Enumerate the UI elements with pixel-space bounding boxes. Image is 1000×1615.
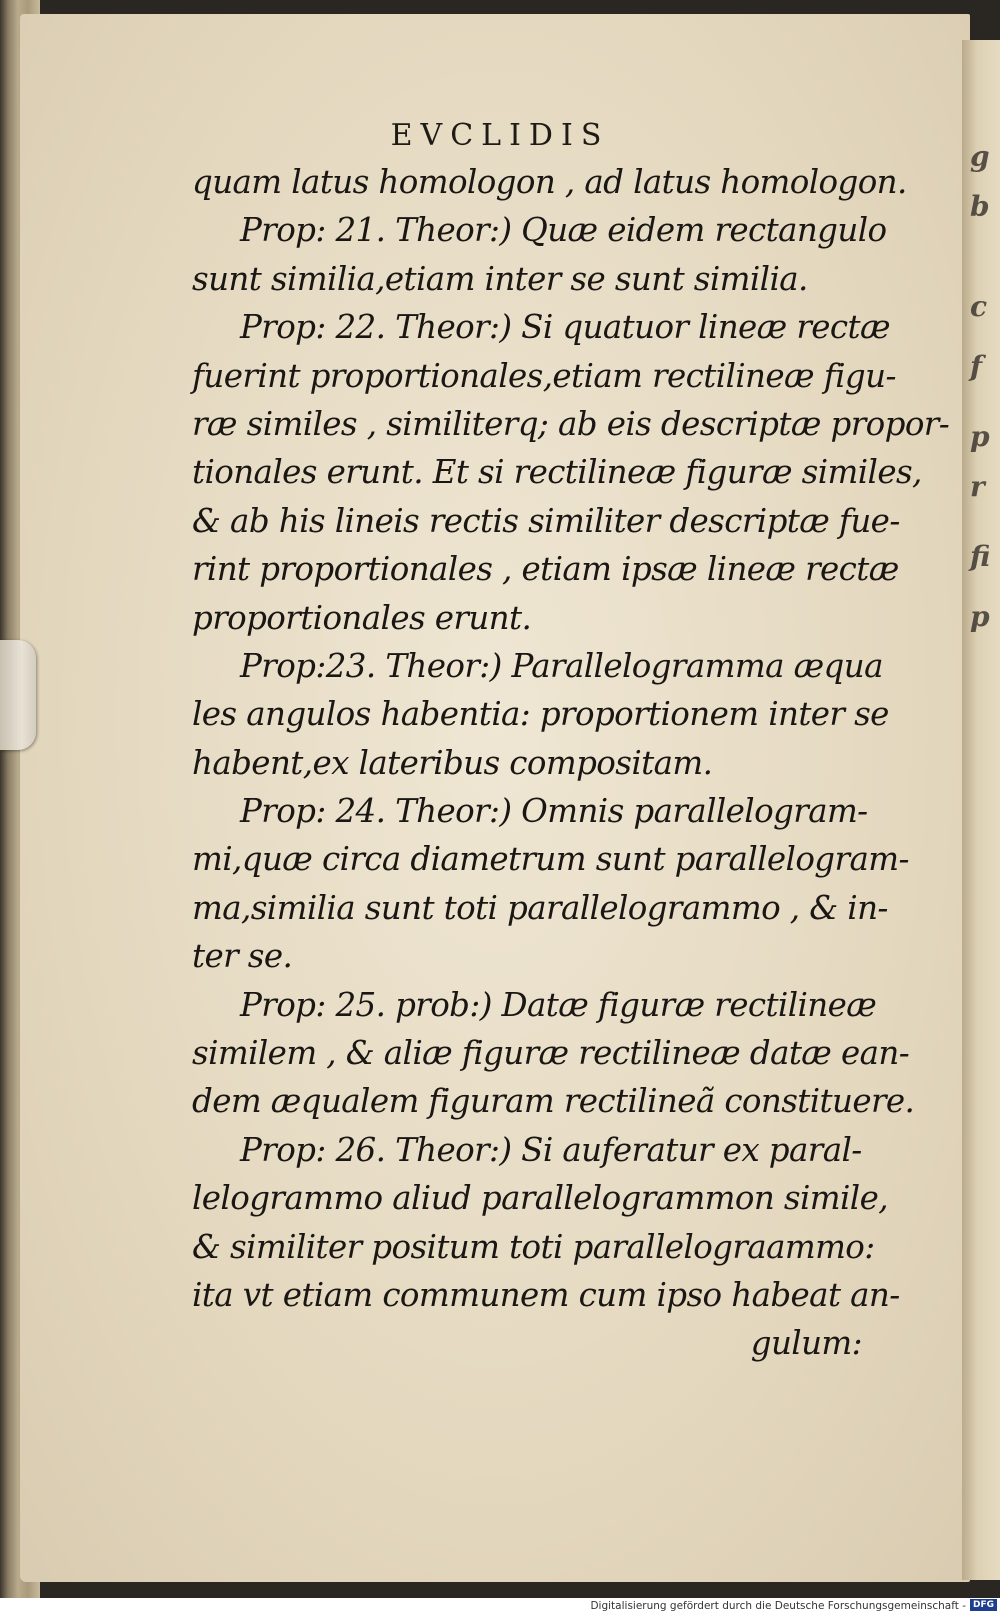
facing-page-letter-fragment: p: [970, 600, 990, 633]
text-line: gulum:: [750, 1324, 862, 1363]
text-line: rint proportionales , etiam ipsæ lineæ rectæ: [192, 550, 899, 589]
text-line: & ab his lineis rectis similiter descriptæ fue-: [192, 501, 900, 540]
text-line: ma,similia sunt toti parallelogrammo , & in-: [192, 888, 888, 927]
text-line: habent,ex lateribus compositam.: [192, 743, 713, 782]
text-line: ter se.: [192, 937, 293, 976]
page-text-block: [192, 158, 950, 1368]
facing-page-letter-fragment: r: [970, 470, 985, 503]
text-line: sunt similia,etiam inter se sunt similia.: [192, 259, 808, 298]
dfg-logo: DFG: [970, 1599, 997, 1611]
text-line: dem æqualem figuram rectilineã constituere.: [192, 1082, 915, 1121]
text-line: proportionales erunt.: [192, 598, 532, 637]
facing-page-letter-fragment: p: [970, 420, 990, 453]
text-line: Prop: 21. Theor:) Quæ eidem rectangulo: [240, 211, 887, 250]
digitization-credit: [0, 1598, 1000, 1615]
text-line: ita vt etiam communem cum ipso habeat an-: [192, 1275, 900, 1314]
facing-page-edge: [962, 40, 1000, 1580]
text-line: similem , & aliæ figuræ rectilineæ datæ ean-: [192, 1034, 910, 1073]
text-line: Prop: 24. Theor:) Omnis parallelogram-: [240, 792, 868, 831]
text-line: lelogrammo aliud parallelogrammon simile,: [192, 1179, 888, 1218]
credit-text: Digitalisierung gefördert durch die Deutsche Forschungsgemeinschaft -: [590, 1600, 966, 1612]
text-line: Prop:23. Theor:) Parallelogramma æqua: [240, 646, 883, 685]
facing-page-letter-fragment: fi: [970, 540, 991, 573]
text-line: Prop: 22. Theor:) Si quatuor lineæ rectæ: [240, 308, 890, 347]
text-line: Prop: 25. prob:) Datæ figuræ rectilineæ: [240, 985, 877, 1024]
facing-page-letter-fragment: c: [970, 290, 988, 323]
text-line: fuerint proportionales,etiam rectilineæ figu-: [192, 356, 896, 395]
running-head: EVCLIDIS: [390, 118, 610, 153]
text-line: tionales erunt. Et si rectilineæ figuræ similes,: [192, 453, 922, 492]
facing-page-letter-fragment: b: [970, 190, 990, 223]
facing-page-letter-fragment: f: [970, 350, 983, 383]
text-line: & similiter positum toti parallelograammo:: [192, 1227, 875, 1266]
text-line: quam latus homologon , ad latus homologon.: [192, 163, 907, 201]
text-line: ræ similes , similiterq; ab eis descriptæ propor-: [192, 404, 950, 443]
facing-page-letter-fragment: g: [970, 140, 990, 173]
text-line: Prop: 26. Theor:) Si auferatur ex paral-: [240, 1130, 862, 1169]
text-line: les angulos habentia: proportionem inter se: [192, 695, 889, 734]
paper-bookmark-tab: [0, 640, 36, 750]
text-line: mi,quæ circa diametrum sunt parallelogram-: [192, 840, 909, 879]
